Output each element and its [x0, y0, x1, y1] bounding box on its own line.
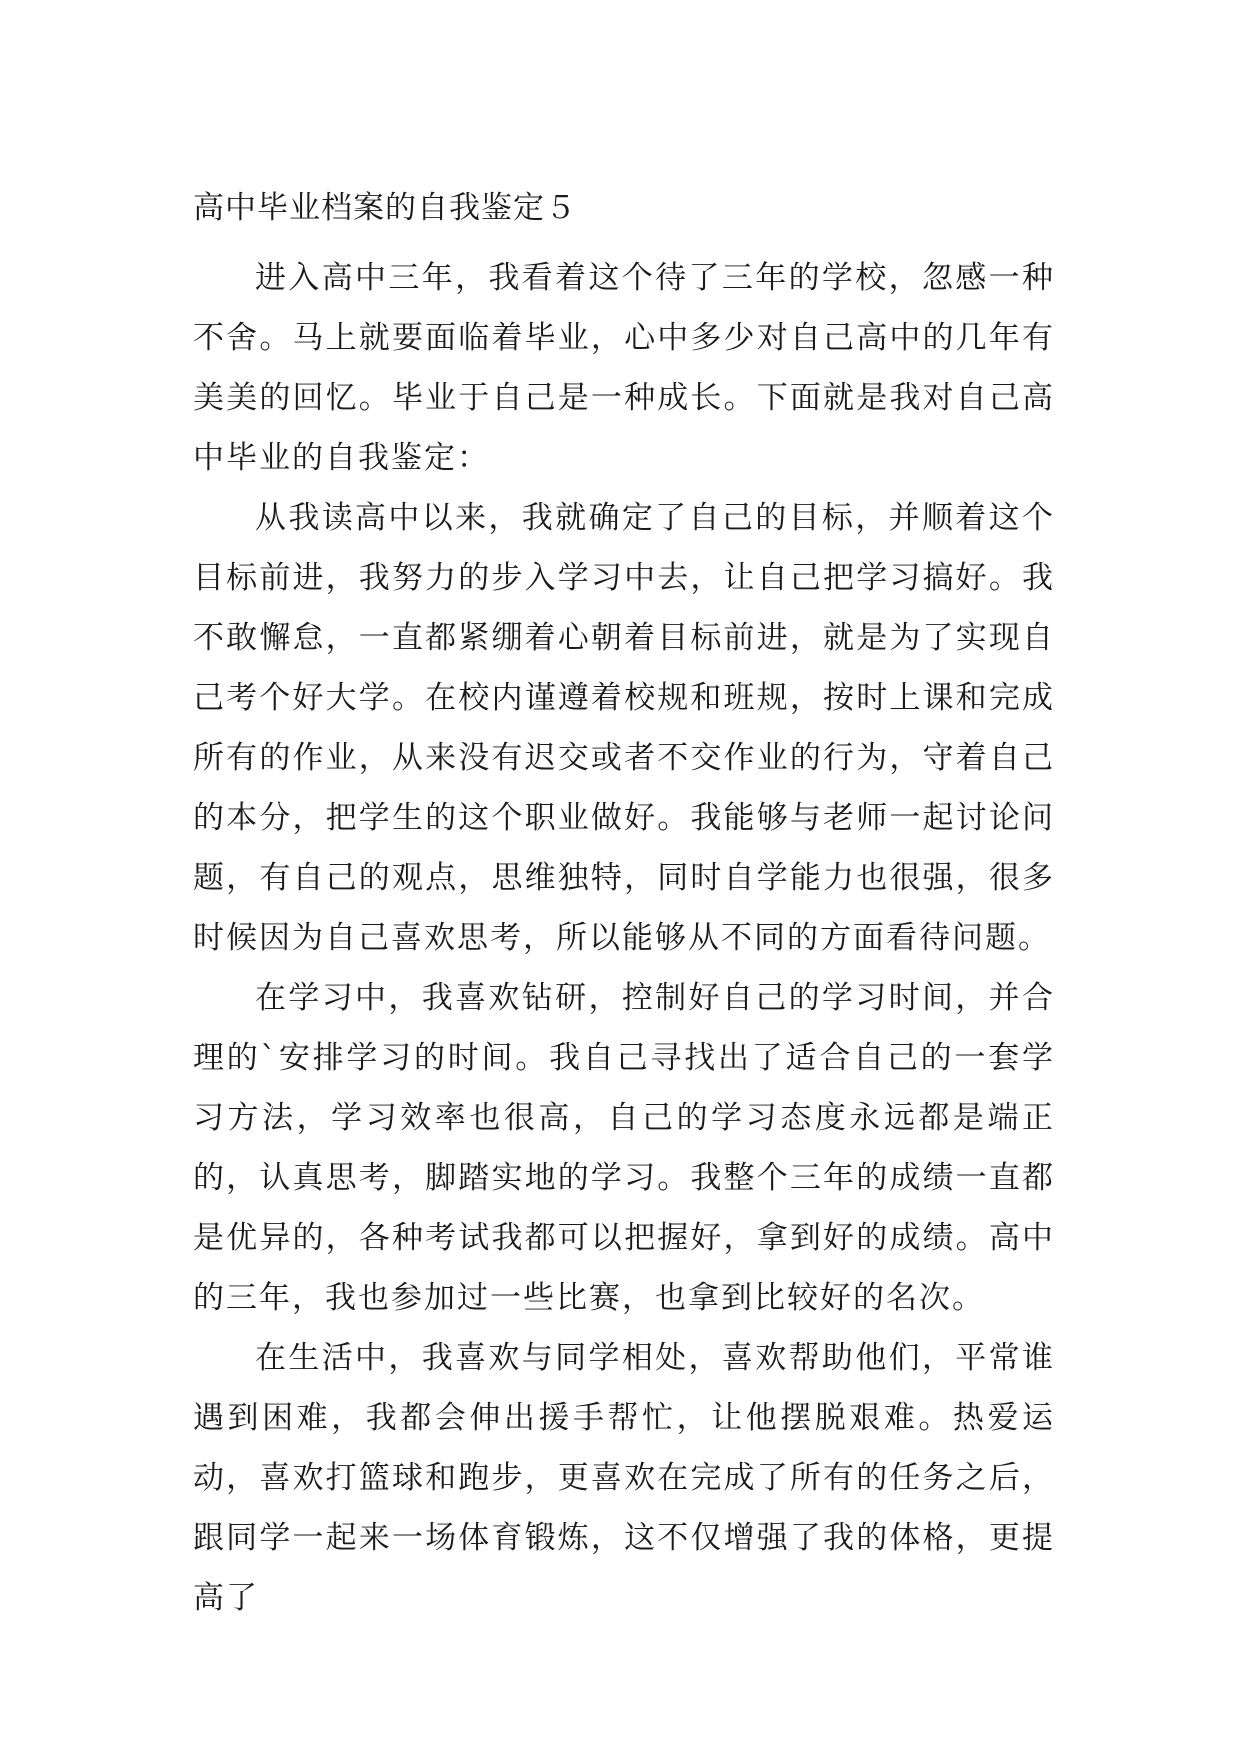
paragraph-study-methods: 在学习中，我喜欢钻研，控制好自己的学习时间，并合理的`安排学习的时间。我自己寻找出了适合自己的一套学习方法，学习效率也很高，自己的学习态度永远都是端正的，认真思考，脚踏实地的学习。我整个三年的成绩一直都是优异的，各种考试我都可以把握好，拿到好的成绩。高中的三年，我也参加过一些比赛，也拿到比较好的名次。 [193, 980, 1055, 1316]
paragraph-intro: 进入高中三年，我看着这个待了三年的学校，忽感一种不舍。马上就要面临着毕业，心中多少对自己高中的几年有美美的回忆。毕业于自己是一种成长。下面就是我对自己高中毕业的自我鉴定： [193, 260, 1055, 476]
paragraph-life: 在生活中，我喜欢与同学相处，喜欢帮助他们，平常谁遇到困难，我都会伸出援手帮忙，让他摆脱艰难。热爱运动，喜欢打篮球和跑步，更喜欢在完成了所有的任务之后，跟同学一起来一场体育锻炼，这不仅增强了我的体格，更提高了 [193, 1340, 1055, 1616]
paragraph-study-goals: 从我读高中以来，我就确定了自己的目标，并顺着这个目标前进，我努力的步入学习中去，让自己把学习搞好。我不敢懈怠，一直都紧绷着心朝着目标前进，就是为了实现自己考个好大学。在校内谨遵着校规和班规，按时上课和完成所有的作业，从来没有迟交或者不交作业的行为，守着自己的本分，把学生的这个职业做好。我能够与老师一起讨论问题，有自己的观点，思维独特，同时自学能力也很强，很多时候因为自己喜欢思考，所以能够从不同的方面看待问题。 [193, 500, 1055, 956]
document-title: 高中毕业档案的自我鉴定５ [193, 190, 577, 226]
document-body [193, 188, 1055, 1628]
